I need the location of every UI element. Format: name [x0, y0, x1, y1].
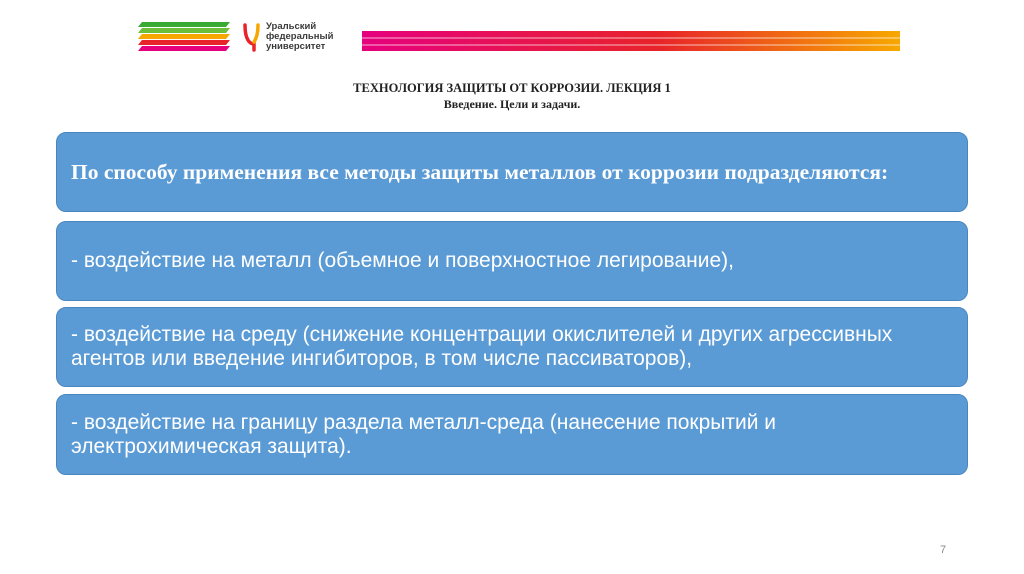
logo-line: университет — [266, 41, 326, 52]
methods-heading-box — [56, 132, 968, 212]
slide-subtitle: Введение. Цели и задачи. — [443, 97, 581, 111]
method-text: - воздействие на среду (снижение концентрации окислителей и других агрессивных агентов или введение ингибиторов, в том числе пассиваторов), — [71, 323, 893, 370]
method-text: - воздействие на металл (объемное и поверхностное легирование), — [71, 249, 734, 272]
method-text: - воздействие на границу раздела металл-среда (нанесение покрытий и электрохимическая защита). — [71, 410, 777, 458]
method-box-environment — [56, 307, 968, 387]
university-name — [266, 22, 376, 52]
method-box-interface — [56, 394, 968, 475]
page-number: 7 — [940, 544, 947, 556]
logo-line: федеральный — [266, 31, 334, 42]
header-stripe — [362, 31, 900, 51]
slide-title-line1: ТЕХНОЛОГИЯ ЗАЩИТЫ ОТ КОРРОЗИИ. ЛЕКЦИЯ 1 — [353, 81, 671, 95]
method-box-metal — [56, 221, 968, 301]
logo-line: Уральский — [266, 21, 317, 32]
university-u-icon — [242, 22, 262, 52]
header-band — [138, 22, 900, 58]
university-logo-bars — [138, 22, 230, 52]
methods-heading-text: По способу применения все методы защиты металлов от коррозии подразделяются: — [71, 160, 889, 184]
slide-title — [0, 80, 1024, 112]
